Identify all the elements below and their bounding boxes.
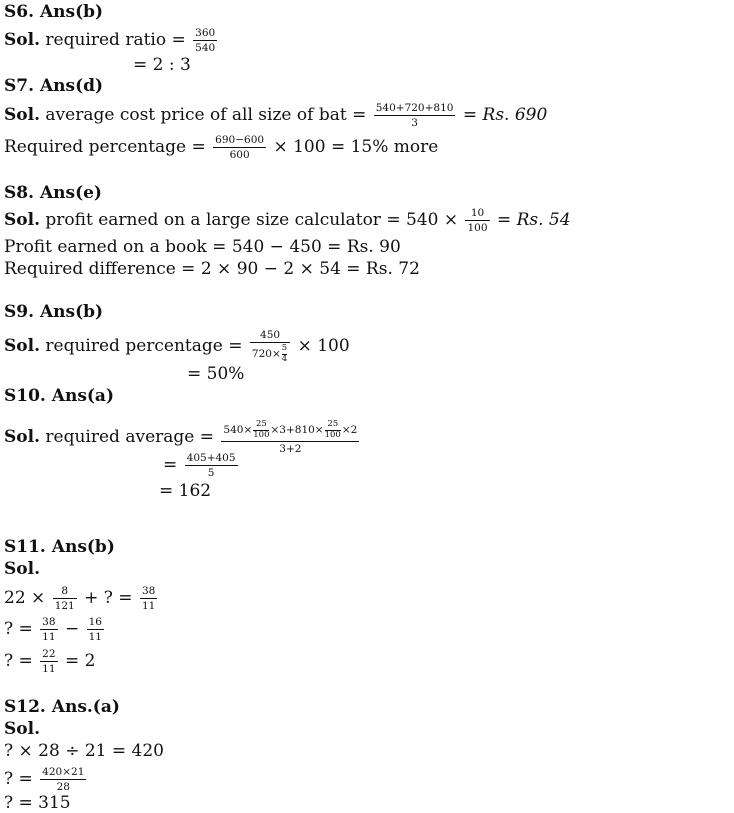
s11-l2-num1: 38 [42,616,56,628]
s8-sol-label: Sol. [4,210,40,230]
s10-num-sub2 [325,420,341,440]
s12-l2-a: ? = [4,769,33,789]
s6-frac-den: 540 [195,42,216,54]
s11-l1-b: + ? = [84,588,133,608]
s10-num-sub2-den: 100 [324,430,341,440]
s12-sol-label: Sol. [4,719,40,739]
s9-den-sub-num: 5 [281,343,288,353]
s11-l2-den2: 11 [88,631,102,643]
s10-frac-num [221,420,359,442]
s11-l1-fraction2 [140,585,157,612]
s10-num-c: ×2 [341,424,358,436]
s11-l1-den2: 11 [141,600,156,612]
s9-heading: S9. Ans(b) [4,302,104,322]
s10-num-a: 540× [223,424,253,436]
s12-heading: S12. Ans.(a) [4,697,120,717]
s11-l1-num2: 38 [141,585,156,597]
s7-line2-num: 690−600 [215,134,265,146]
s11-sol-label: Sol. [4,559,40,579]
s7-line2-fraction [213,134,266,161]
s7-tail: = Rs. 690 [462,105,548,125]
s12-line3: ? = 315 [4,793,71,813]
s10-result: = 162 [159,481,212,501]
s11-heading: S11. Ans(b) [4,537,115,557]
s7-line2-text: Required percentage = [4,137,206,157]
s8-line2: Profit earned on a book = 540 − 450 = Rs. 90 [4,237,401,257]
s9-text: required percentage = [45,336,243,356]
s11-l2-fraction1 [40,616,57,643]
s11-l1-a: 22 × [4,588,46,608]
s8-frac-den: 100 [467,222,488,234]
s11-l2-minus: − [64,619,80,639]
s11-l3-den: 11 [42,663,56,675]
s10-sol-line [4,420,361,455]
s10-sol-label: Sol. [4,427,40,447]
s7-line2-den: 600 [229,149,250,161]
s9-tail: × 100 [297,336,350,356]
s12-line1: ? × 28 ÷ 21 = 420 [4,741,164,761]
s12-l2-den: 28 [56,781,70,793]
s7-line2-tail: × 100 = 15% more [273,137,439,157]
s7-line2 [4,134,438,161]
s11-line1 [4,585,159,612]
s9-den-subfraction [282,344,287,364]
s10-num-sub2-num: 25 [325,420,341,431]
s11-line2 [4,616,106,643]
s7-sol-label: Sol. [4,105,40,125]
s10-step2-eq: = [163,455,178,475]
s6-sol-line [4,27,219,54]
s7-sol-line [4,102,547,129]
s7-frac-num: 540+720+810 [375,102,454,114]
s9-den-prefix: 720× [251,348,281,360]
s6-sol-label: Sol. [4,30,40,50]
s10-step2-den: 5 [207,467,215,479]
s8-fraction [465,207,489,234]
s7-fraction [374,102,456,129]
s6-text: required ratio = [45,30,186,50]
s12-l2-num: 420×21 [42,766,85,778]
s8-frac-num: 10 [465,207,489,221]
s10-frac-den: 3+2 [279,443,302,455]
s11-l3-num: 22 [42,648,56,660]
s10-num-sub1-num: 25 [253,420,269,431]
s11-l2-num2: 16 [88,616,102,628]
s10-num-sub1-den: 100 [253,430,270,440]
s11-l2-den1: 11 [42,631,56,643]
s11-l2-fraction2 [87,616,104,643]
s11-l3-fraction [40,648,57,675]
s9-frac-den [250,343,290,364]
s10-step2 [163,452,240,479]
s9-frac-num: 450 [250,329,290,343]
s6-heading: S6. Ans(b) [4,2,104,22]
s12-l2-fraction [40,766,86,793]
s7-heading: S7. Ans(d) [4,76,104,96]
s7-text: average cost price of all size of bat = [45,105,367,125]
s11-l1-fraction1 [53,585,77,612]
s6-fraction [193,27,217,54]
s6-frac-num: 360 [195,27,216,39]
s10-num-b: ×3+810× [270,424,324,436]
s11-l3-tail: = 2 [64,651,96,671]
s8-text: profit earned on a large size calculator = 540 × [45,210,459,230]
s8-line3: Required difference = 2 × 90 − 2 × 54 = Rs. 72 [4,259,420,279]
s10-step2-num: 405+405 [186,452,236,464]
s8-tail: = Rs. 54 [496,210,571,230]
s9-sol-line [4,329,350,364]
s11-l1-num: 8 [53,585,77,599]
s9-result: = 50% [187,364,245,384]
s11-l1-den: 121 [54,600,75,612]
s10-fraction [221,420,359,455]
s11-l3-a: ? = [4,651,33,671]
s8-heading: S8. Ans(e) [4,183,102,203]
s9-den-sub-den: 4 [281,354,288,364]
s10-step2-fraction [185,452,238,479]
s10-text: required average = [45,427,214,447]
s9-sol-label: Sol. [4,336,40,356]
s11-line3 [4,648,95,675]
s10-heading: S10. Ans(a) [4,386,114,406]
s11-l2-a: ? = [4,619,33,639]
s7-frac-den: 3 [411,117,418,129]
s10-num-sub1 [253,420,269,440]
s8-sol-line [4,207,571,234]
s6-result: = 2 : 3 [133,55,191,75]
s9-fraction [250,329,290,364]
s12-line2 [4,766,88,793]
